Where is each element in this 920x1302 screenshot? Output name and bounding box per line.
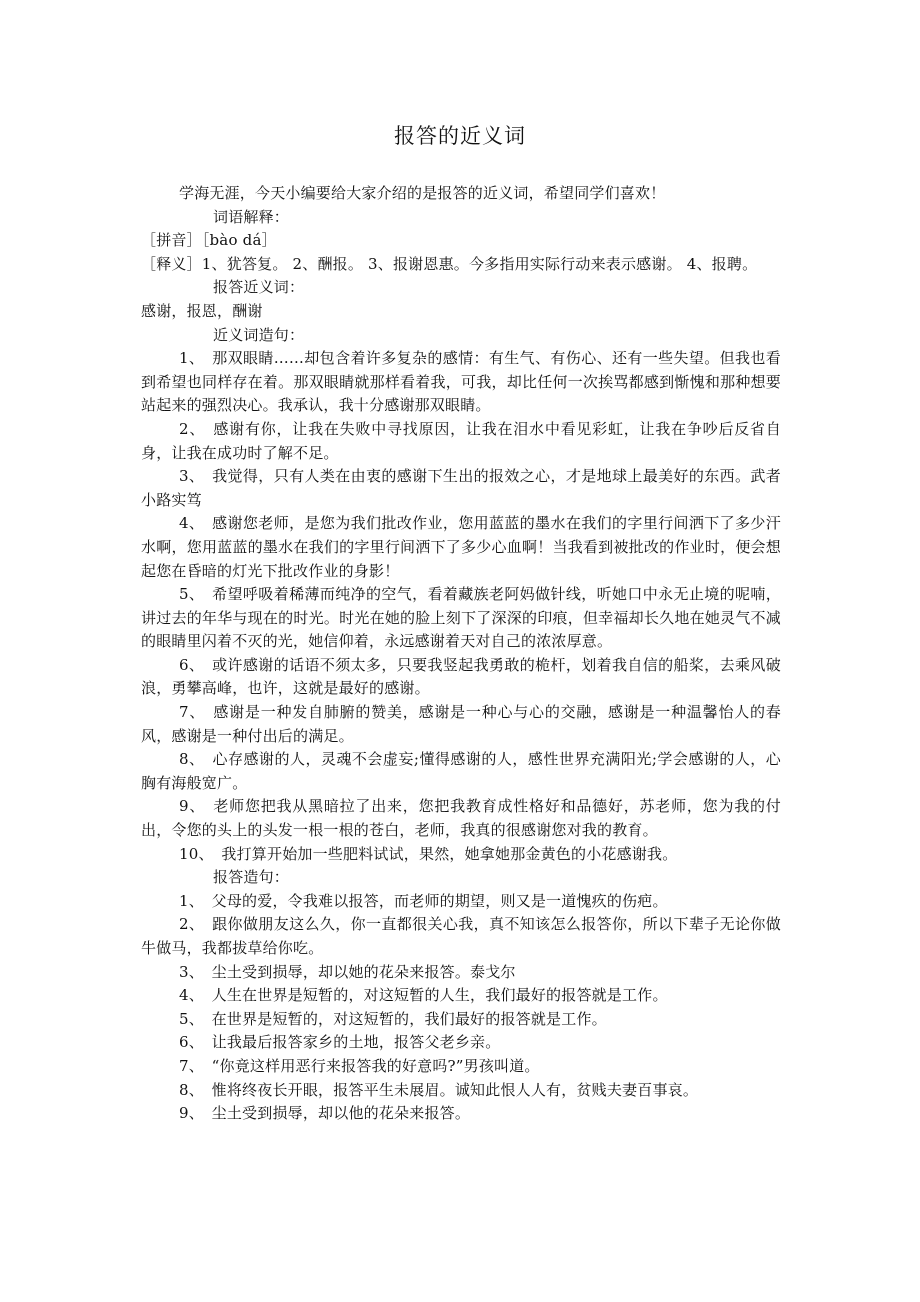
synonym-sentence-5: 5、 希望呼吸着稀薄而纯净的空气，看着藏族老阿妈做针线，听她口中永无止境的呢喃，讲过去的年华与现在的时光。时光在她的脸上刻下了深深的印痕，但幸福却长久地在她灵气不减的眼睛里闪着不灭的光，她信仰着，永远感谢着天对自己的浓浓厚意。 (141, 585, 781, 651)
synonym-sentences-heading: 近义词造句： (213, 325, 305, 344)
synonym-sentence-3: 3、 我觉得，只有人类在由衷的感谢下生出的报效之心，才是地球上最美好的东西。武者小路实笃 (141, 467, 781, 509)
intro-paragraph: 学海无涯，今天小编要给大家介绍的是报答的近义词，希望同学们喜欢！ (179, 184, 666, 202)
synonym-sentence-9: 9、 老师您把我从黑暗拉了出来，您把我教育成性格好和品德好，苏老师，您为我的付出，令您的头上的头发一根一根的苍白，老师，我真的很感谢您对我的教育。 (141, 797, 781, 840)
sentence-9: 9、 尘土受到损辱，却以他的花朵来报答。 (179, 1104, 471, 1123)
sentence-1: 1、 父母的爱，令我难以报答，而老师的期望，则又是一道愧疚的伤疤。 (179, 891, 668, 910)
sentences-heading: 报答造句： (213, 868, 290, 887)
synonym-sentence-1: 1、 那双眼睛……却包含着许多复杂的感情：有生气、有伤心、还有一些失望。但我也看到希望也同样存在着。那双眼睛就那样看着我，可我，却比任何一次挨骂都感到惭愧和那种想要站起来的强烈决心。我承认，我十分感谢那双眼睛。 (141, 349, 781, 415)
explanation-heading: 词语解释： (213, 207, 290, 226)
synonym-sentence-8: 8、 心存感谢的人，灵魂不会虚妄;懂得感谢的人，感性世界充满阳光;学会感谢的人，心胸有海般宽广。 (141, 750, 781, 792)
sentence-6: 6、 让我最后报答家乡的土地，报答父老乡亲。 (179, 1033, 501, 1052)
sentence-3: 3、 尘土受到损辱，却以她的花朵来报答。泰戈尔 (179, 962, 516, 981)
sentence-4: 4、 人生在世界是短暂的，对这短暂的人生，我们最好的报答就是工作。 (179, 986, 668, 1005)
synonym-sentence-6: 6、 或许感谢的话语不须太多，只要我竖起我勇敢的桅杆，划着我自信的船桨，去乘风破浪，勇攀高峰，也许，这就是最好的感谢。 (141, 655, 781, 698)
pinyin-line: ［拼音］［bào dá］ (141, 231, 277, 250)
synonym-sentence-2: 2、 感谢有你，让我在失败中寻找原因，让我在泪水中看见彩虹，让我在争吵后反省自身，让我在成功时了解不足。 (141, 419, 781, 462)
document-body (141, 182, 781, 1126)
sentence-2: 2、 跟你做朋友这么久，你一直都很关心我，真不知该怎么报答你，所以下辈子无论你做牛做马，我都拔草给你吃。 (141, 915, 781, 957)
meaning-paragraph: ［释义］1、犹答复。 2、酬报。 3、报谢恩惠。今多指用实际行动来表示感谢。 4、报聘。 (141, 254, 758, 273)
synonym-sentence-10: 10、 我打算开始加一些肥料试试，果然，她拿她那金黄色的小花感谢我。 (179, 844, 678, 863)
sentence-5: 5、 在世界是短暂的，对这短暂的，我们最好的报答就是工作。 (179, 1009, 607, 1028)
sentence-7: 7、 “你竟这样用恶行来报答我的好意吗?”男孩叫道。 (179, 1056, 540, 1075)
sentence-8: 8、 惟将终夜长开眼，报答平生未展眉。诚知此恨人人有，贫贱夫妻百事哀。 (179, 1080, 699, 1099)
synonyms-heading: 报答近义词： (213, 278, 305, 297)
synonym-sentence-7: 7、 感谢是一种发自肺腑的赞美，感谢是一种心与心的交融，感谢是一种温馨怡人的春风，感谢是一种付出后的满足。 (141, 703, 781, 745)
synonym-sentence-4: 4、 感谢您老师，是您为我们批改作业，您用蓝蓝的墨水在我们的字里行间洒下了多少汗水啊，您用蓝蓝的墨水在我们的字里行间洒下了多少心血啊！当我看到被批改的作业时，便会想起您在昏暗的灯光下批改作业的身影！ (141, 514, 781, 580)
document-title: 报答的近义词 (394, 124, 526, 148)
synonyms-list: 感谢，报恩，酬谢 (141, 301, 263, 320)
